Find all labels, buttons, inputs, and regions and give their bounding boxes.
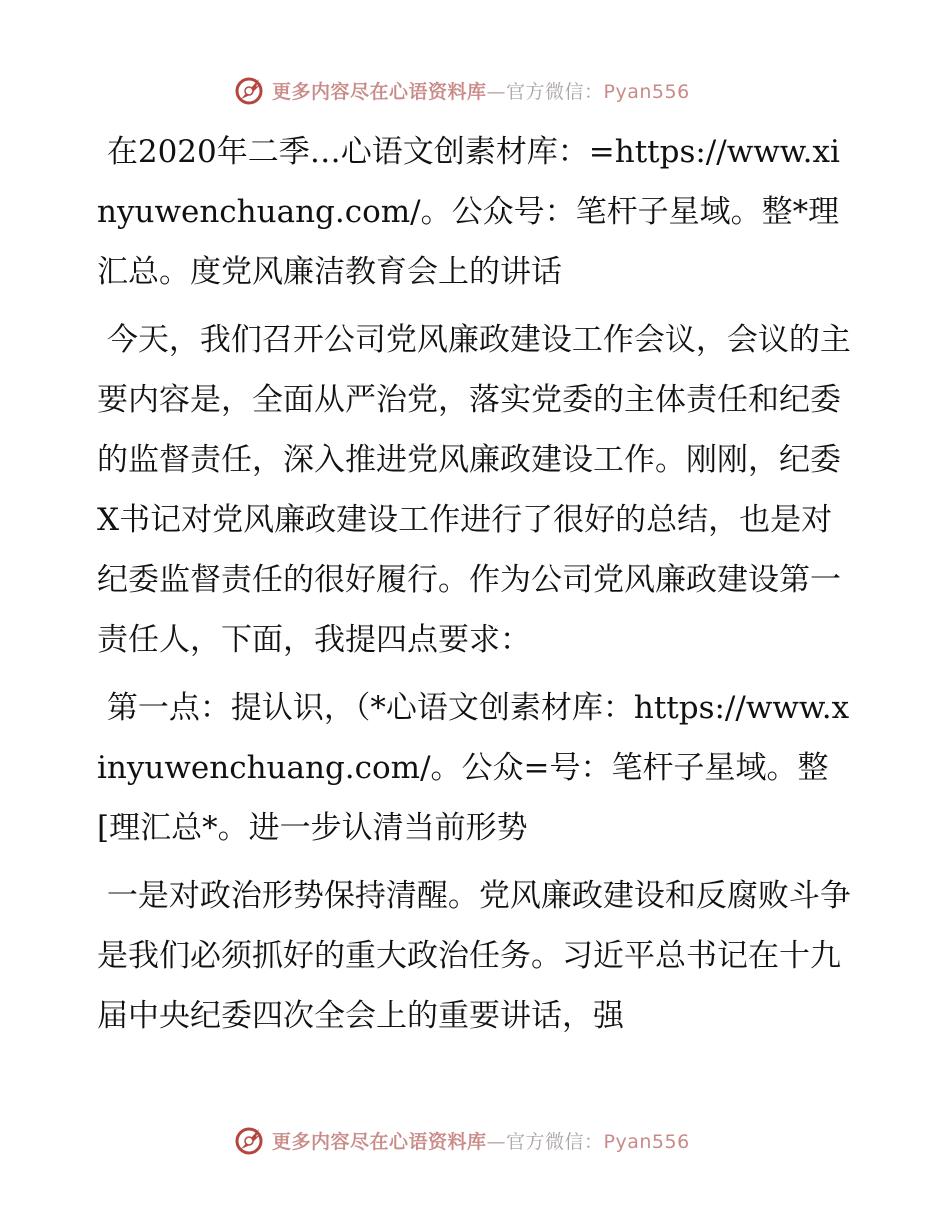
footer-watermark [232,1120,690,1160]
watermark-text [272,1127,690,1154]
watermark-wechat-label: 官方微信： [506,1130,604,1153]
quill-pen-circle-icon [232,1123,266,1157]
watermark-wechat-id: Pyan556 [603,80,690,103]
watermark-dash: — [486,1130,507,1153]
document-body [97,122,857,1054]
watermark-wechat-label: 官方微信： [506,80,604,103]
paragraph-political-situation: 一是对政治形势保持清醒。党风廉政建设和反腐败斗争是我们必须抓好的重大政治任务。习近平总书记在十九届中央纪委四次全会上的重要讲话，强 [97,878,851,1034]
watermark-site-text: 更多内容尽在心语资料库 [272,1130,487,1153]
watermark-text [272,77,690,104]
paragraph-point-one: 第一点：提认识，（*心语文创素材库：https://www.xinyuwenchuang.com/。公众=号：笔杆子星域。整[理汇总*。进一步认清当前形势 [97,690,850,846]
watermark-dash: — [486,80,507,103]
quill-pen-circle-icon [232,73,266,107]
paragraph-title: 在2020年二季…心语文创素材库：=https://www.xinyuwenchuang.com/。公众号：笔杆子星域。整*理汇总。度党风廉洁教育会上的讲话 [97,134,840,290]
watermark-wechat-id: Pyan556 [603,1130,690,1153]
header-watermark [232,70,690,110]
paragraph-intro: 今天，我们召开公司党风廉政建设工作会议，会议的主要内容是，全面从严治党，落实党委的主体责任和纪委的监督责任，深入推进党风廉政建设工作。刚刚，纪委X书记对党风廉政建设工作进行了很好的总结，也是对纪委监督责任的很好履行。作为公司党风廉政建设第一责任人，下面，我提四点要求： [97,322,851,658]
watermark-site-text: 更多内容尽在心语资料库 [272,80,487,103]
